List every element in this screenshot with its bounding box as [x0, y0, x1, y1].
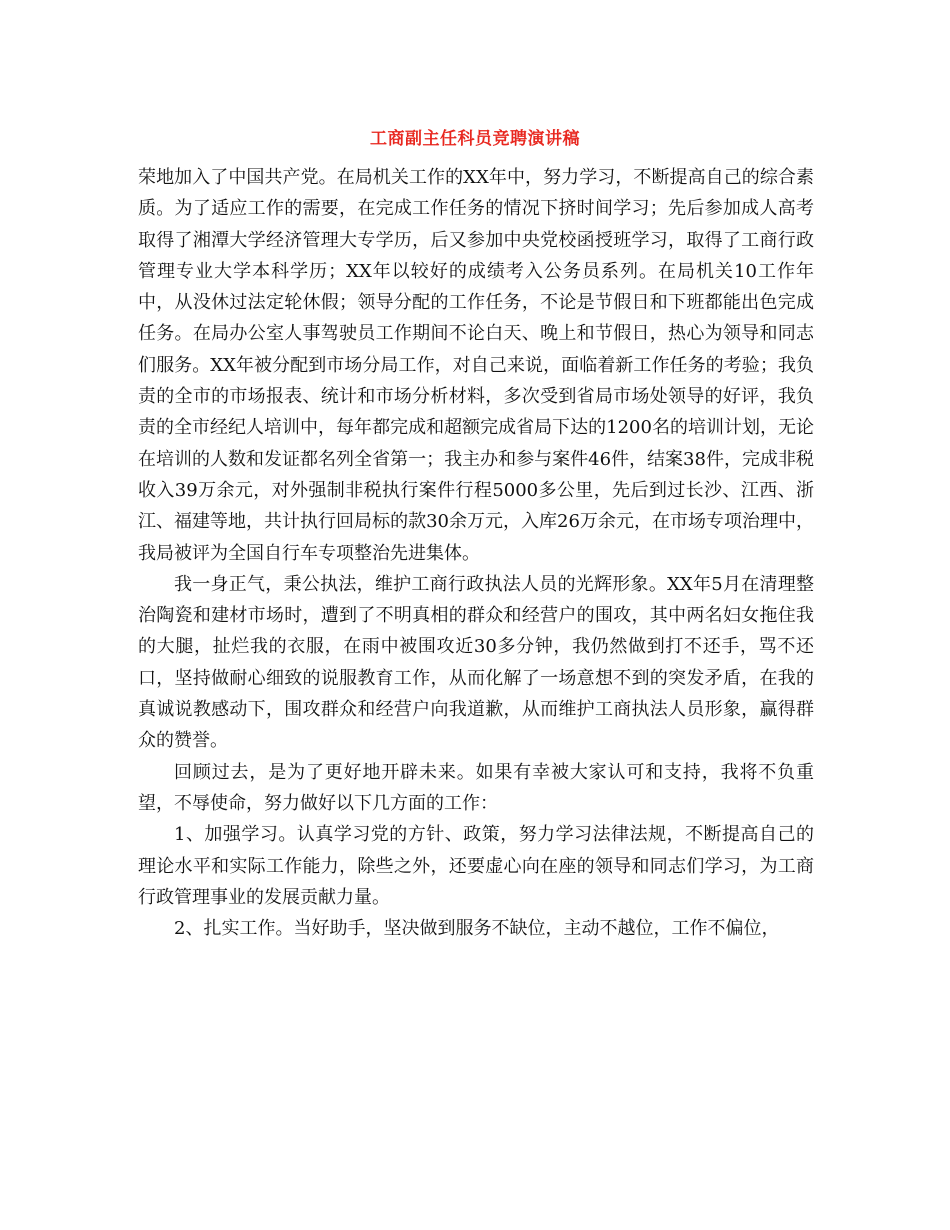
- paragraph-4: 1、加强学习。认真学习党的方针、政策，努力学习法律法规，不断提高自己的理论水平和实际工作能力，除些之外，还要虚心向在座的领导和同志们学习，为工商行政管理事业的发展贡献力量。: [138, 824, 814, 908]
- paragraph-1: 荣地加入了中国共产党。在局机关工作的XX年中，努力学习，不断提高自己的综合素质。为了适应工作的需要，在完成工作任务的情况下挤时间学习；先后参加成人高考取得了湘潭大学经济管理大专学历，后又参加中央党校函授班学习，取得了工商行政管理专业大学本科学历；XX年以较好的成绩考入公务员系列。在局机关10工作年中，从没休过法定轮休假；领导分配的工作任务，不论是节假日和下班都能出色完成任务。在局办公室人事驾驶员工作期间不论白天、晚上和节假日，热心为领导和同志们服务。XX年被分配到市场分局工作，对自己来说，面临着新工作任务的考验；我负责的全市的市场报表、统计和市场分析材料，多次受到省局市场处领导的好评，我负责的全市经纪人培训中，每年都完成和超额完成省局下达的1200名的培训计划，无论在培训的人数和发证都名列全省第一；我主办和参与案件46件，结案38件，完成非税收入39万余元，对外强制非税执行案件行程5000多公里，先后到过长沙、江西、浙江、福建等地，共计执行回局标的款30余万元，入库26万余元，在市场专项治理中，我局被评为全国自行车专项整治先进集体。: [138, 167, 814, 564]
- document-body: [138, 162, 814, 944]
- paragraph-3: 回顾过去，是为了更好地开辟未来。如果有幸被大家认可和支持，我将不负重望，不辱使命，努力做好以下几方面的工作：: [138, 761, 814, 814]
- document-title: 工商副主任科员竞聘演讲稿: [370, 129, 580, 149]
- paragraph-2: 我一身正气，秉公执法，维护工商行政执法人员的光辉形象。XX年5月在清理整治陶瓷和建材市场时，遭到了不明真相的群众和经营户的围攻，其中两名妇女拖住我的大腿，扯烂我的衣服，在雨中被围攻近30多分钟，我仍然做到打不还手，骂不还口，坚持做耐心细致的说服教育工作，从而化解了一场意想不到的突发矛盾，在我的真诚说教感动下，围攻群众和经营户向我道歉，从而维护工商执法人员形象，赢得群众的赞誉。: [138, 573, 814, 752]
- paragraph-5: 2、扎实工作。当好助手，坚决做到服务不缺位，主动不越位，工作不偏位，: [174, 918, 780, 940]
